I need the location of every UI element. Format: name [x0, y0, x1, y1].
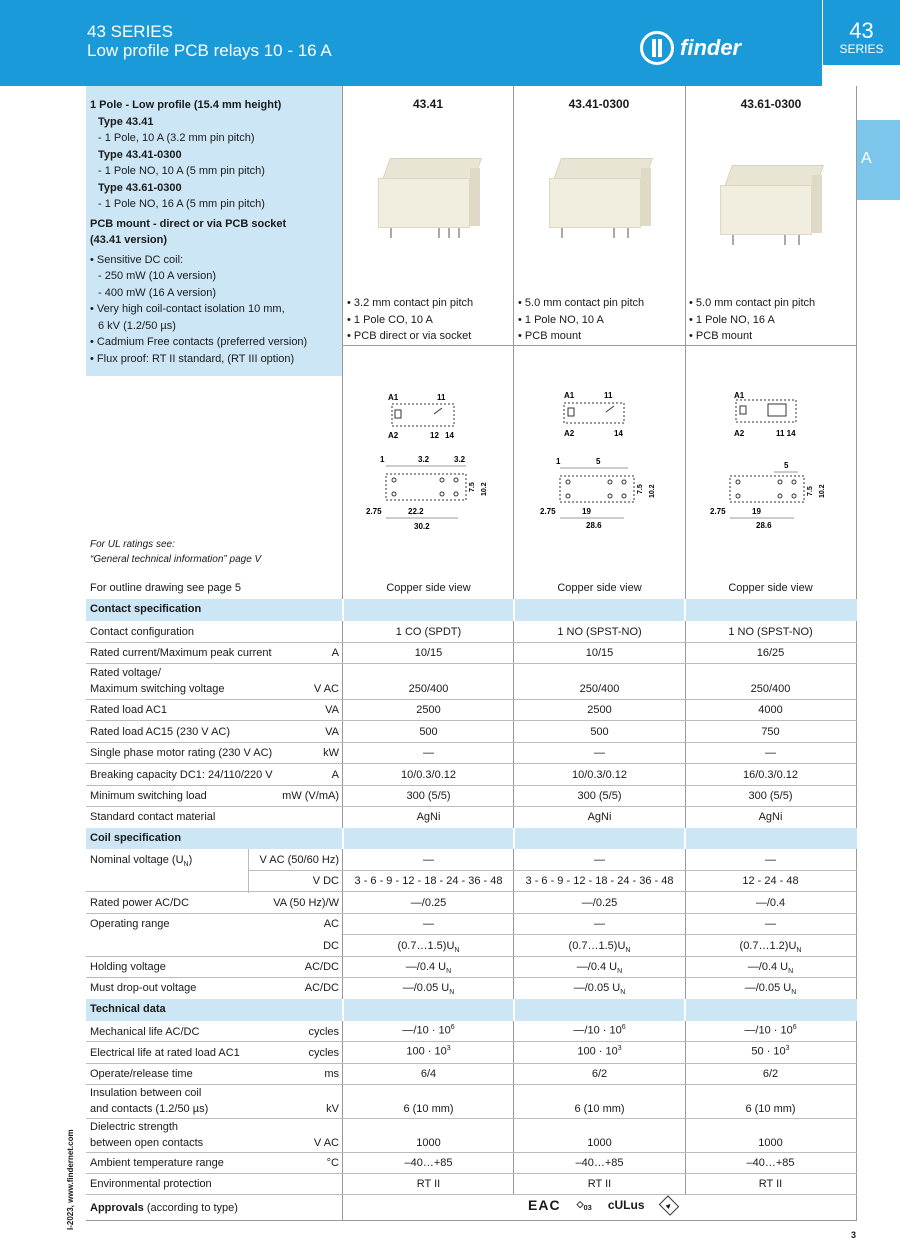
page-number: 3	[851, 1230, 857, 1240]
ul-note	[90, 537, 261, 567]
svg-text:7.5: 7.5	[469, 482, 476, 492]
desc-title: 1 Pole - Low profile (15.4 mm height)	[90, 99, 282, 111]
svg-text:A2: A2	[564, 429, 575, 438]
svg-text:A2: A2	[734, 429, 745, 438]
features-list	[689, 295, 815, 345]
svg-text:10.2: 10.2	[481, 482, 488, 496]
table-row: Breaking capacity DC1: 24/110/220 V A 10/0.3/0.12 10/0.3/0.12 16/0.3/0.12	[86, 764, 857, 786]
desc-type2: Type 43.41-0300	[98, 148, 182, 161]
approval-marks	[528, 1197, 676, 1213]
table-row: Holding voltage AC/DC —/0.4 $U_N$ —/0.4 $U_N$ —/0.4 $U_N$	[86, 957, 857, 978]
spec-table	[86, 578, 857, 1221]
svg-text:10.2: 10.2	[649, 484, 656, 498]
table-row: Rated current/Maximum peak current A 10/15 10/15 16/25	[86, 643, 857, 664]
svg-text:7.5: 7.5	[637, 484, 644, 494]
svg-text:3.2: 3.2	[454, 455, 466, 464]
header-banner	[0, 0, 822, 86]
finder-logo-icon	[640, 31, 674, 65]
series-subtitle: Low profile PCB relays 10 - 16 A	[87, 41, 332, 60]
description-box	[86, 86, 342, 376]
section-header: Contact specification	[86, 599, 857, 621]
table-row: Environmental protection RT II RT II RT II	[86, 1174, 857, 1195]
svg-text:2.75: 2.75	[366, 507, 382, 516]
table-row: Ambient temperature range °C –40…+85 –40…+85 –40…+85	[86, 1153, 857, 1174]
svg-text:1: 1	[380, 455, 385, 464]
svg-text:12: 12	[430, 431, 439, 440]
svg-text:14: 14	[614, 429, 623, 438]
table-row: For outline drawing see page 5 Copper side view Copper side view Copper side view	[90, 582, 813, 594]
svg-text:5: 5	[784, 461, 789, 470]
svg-text:5: 5	[596, 457, 601, 466]
finder-logo-word: finder	[680, 35, 742, 60]
desc-bullet: - 400 mW (16 A version)	[98, 286, 216, 299]
table-row: Electrical life at rated load AC1 cycles $100 \cdot 10^3$ $100 \cdot 10^3$ $50 \cdot 10^3$	[86, 1042, 857, 1064]
feature-item: • 1 Pole NO, 10 A	[518, 312, 644, 329]
series-title: 43 SERIES	[87, 22, 173, 41]
table-row: Mechanical life AC/DC cycles —/10 · $10^6$ —/10 · $10^6$ —/10 · $10^6$	[86, 1021, 857, 1042]
table-row: Operating range AC — — —	[86, 914, 857, 935]
series-badge	[823, 0, 900, 65]
table-row: Rated load AC1 VA 2500 2500 4000	[86, 700, 857, 721]
svg-text:A1: A1	[564, 391, 575, 400]
svg-text:30.2: 30.2	[414, 522, 430, 531]
desc-bullet: - 250 mW (10 A version)	[98, 270, 216, 282]
desc-mount2: (43.41 version)	[90, 234, 168, 246]
dimension-drawing	[708, 452, 838, 532]
finder-logo	[640, 30, 776, 66]
table-row: Rated voltage/ Maximum switching voltage V AC 250/400 250/400 250/400	[86, 664, 857, 700]
desc-type3: Type 43.61-0300	[98, 181, 182, 194]
feature-item: • PCB direct or via socket	[347, 328, 473, 345]
desc-type3-detail: - 1 Pole NO, 16 A (5 mm pin pitch)	[98, 198, 265, 210]
section-tab-a: A	[856, 120, 900, 200]
table-row: Must drop-out voltage AC/DC —/0.05 $U_N$ —/0.05 $U_N$ —/0.05 $U_N$	[90, 982, 797, 997]
feature-item: • 1 Pole CO, 10 A	[347, 312, 473, 329]
wiring-diagram	[380, 388, 470, 443]
table-row: V DC 3 - 6 - 9 - 12 - 18 - 24 - 36 - 48 3 - 6 - 9 - 12 - 18 - 24 - 36 - 48 12 - 24 - 48	[86, 871, 857, 892]
features-list	[347, 295, 473, 345]
svg-text:2.75: 2.75	[710, 507, 726, 516]
dimension-drawing	[366, 452, 496, 532]
section-header: Technical data	[86, 999, 857, 1021]
svg-text:28.6: 28.6	[756, 521, 772, 530]
ul-note-line2: “General technical information” page V	[90, 554, 262, 565]
desc-bullet: 6 kV (1.2/50 µs)	[98, 319, 176, 332]
table-row: Nominal voltage $(U_N)$ V AC (50/60 Hz) — — —	[86, 849, 857, 871]
feature-item: • 5.0 mm contact pin pitch	[689, 295, 815, 312]
dimension-drawing	[538, 452, 668, 532]
feature-item: • 5.0 mm contact pin pitch	[518, 295, 644, 312]
features-list	[518, 295, 644, 345]
svg-text:11: 11	[437, 393, 446, 402]
table-row: Operate/release time ms 6/4 6/2 6/2	[86, 1064, 857, 1085]
desc-bullet: • Sensitive DC coil:	[90, 252, 338, 269]
table-row: Approvals (according to type)	[86, 1195, 857, 1221]
svg-text:10.2: 10.2	[819, 484, 826, 498]
desc-type1-detail: - 1 Pole, 10 A (3.2 mm pin pitch)	[98, 132, 255, 144]
desc-bullet: • Cadmium Free contacts (preferred version)	[90, 334, 338, 351]
footer-side-text: I-2023, www.findernet.com	[66, 1129, 75, 1230]
product-name: 43.41	[412, 97, 444, 111]
ul-note-line1: For UL ratings see:	[90, 539, 175, 550]
product-name: 43.41-0300	[568, 97, 630, 111]
table-row: Rated load AC15 (230 V AC) VA 500 500 750	[86, 721, 857, 743]
feature-item: • PCB mount	[689, 328, 815, 345]
badge-number: 43	[849, 18, 874, 43]
svg-text:11 14: 11 14	[776, 429, 796, 438]
table-row: Contact configuration 1 CO (SPDT) 1 NO (SPST-NO) 1 NO (SPST-NO)	[86, 621, 857, 643]
wiring-diagram	[732, 388, 822, 443]
svg-text:A1: A1	[734, 391, 745, 400]
product-name: 43.61-0300	[740, 97, 802, 111]
eac-icon: EAC	[528, 1197, 561, 1213]
wiring-diagram	[560, 388, 650, 443]
badge-label: SERIES	[839, 42, 884, 56]
relay-image	[720, 165, 824, 245]
svg-text:7.5: 7.5	[807, 486, 814, 496]
desc-type2-detail: - 1 Pole NO, 10 A (5 mm pin pitch)	[98, 165, 265, 177]
svg-text:A1: A1	[388, 393, 399, 402]
desc-bullet: • Flux proof: RT II standard, (RT III option)	[90, 351, 338, 368]
feature-item: • PCB mount	[518, 328, 644, 345]
table-row: Insulation between coil and contacts (1.2/50 µs) kV 6 (10 mm) 6 (10 mm) 6 (10 mm)	[86, 1085, 857, 1119]
relay-image	[378, 158, 482, 238]
table-row: Dielectric strength between open contacts V AC 1000 1000 1000	[86, 1119, 857, 1153]
svg-text:2.75: 2.75	[540, 507, 556, 516]
features-divider	[342, 345, 857, 346]
svg-text:28.6: 28.6	[586, 521, 602, 530]
svg-text:1: 1	[556, 457, 561, 466]
desc-mount: PCB mount - direct or via PCB socket	[90, 217, 287, 230]
svg-text:19: 19	[752, 507, 761, 516]
svg-text:11: 11	[604, 391, 613, 400]
section-header: Coil specification	[86, 828, 857, 849]
feature-item: • 1 Pole NO, 16 A	[689, 312, 815, 329]
cul-icon: cULus	[607, 1198, 645, 1212]
table-row: Rated power AC/DC VA (50 Hz)/W —/0.25 —/0.25 —/0.4	[86, 892, 857, 914]
desc-bullet: • Very high coil-contact isolation 10 mm,	[90, 301, 338, 318]
desc-type1: Type 43.41	[98, 115, 154, 128]
feature-item: • 3.2 mm contact pin pitch	[347, 295, 473, 312]
svg-text:22.2: 22.2	[408, 507, 424, 516]
csa-icon: $◇_{03}$	[576, 1198, 592, 1212]
svg-text:14: 14	[445, 431, 454, 440]
relay-image	[549, 158, 653, 238]
svg-text:19: 19	[582, 507, 591, 516]
table-row: Standard contact material AgNi AgNi AgNi	[90, 811, 783, 823]
table-row: Single phase motor rating (230 V AC) kW — — —	[86, 743, 857, 764]
table-row: DC $(0.7\dots 1.5)U_N$ $(0.7\dots 1.5)U_N$ $(0.7\dots 1.2)U_N$	[86, 935, 857, 957]
vde-icon: ▲	[658, 1195, 678, 1215]
svg-text:3.2: 3.2	[418, 455, 430, 464]
svg-text:A2: A2	[388, 431, 399, 440]
table-row: Minimum switching load mW (V/mA) 300 (5/5) 300 (5/5) 300 (5/5)	[86, 786, 857, 807]
